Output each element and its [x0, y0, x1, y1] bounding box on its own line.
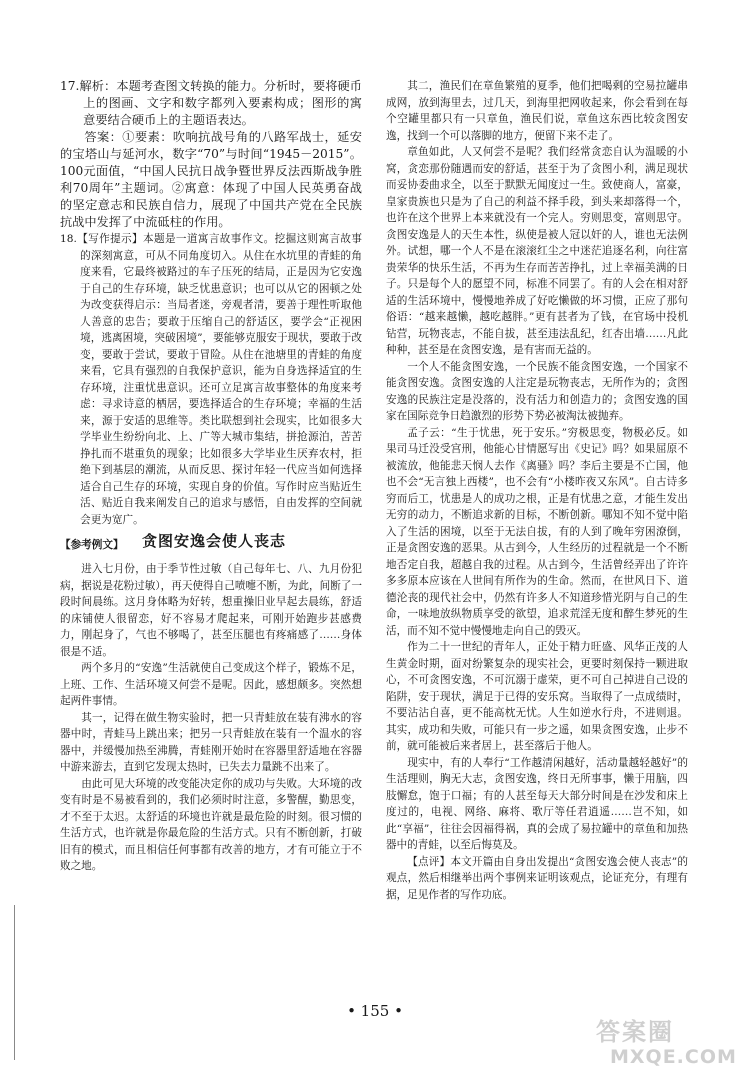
essay-paragraph: 进入七月份，由于季节性过敏（自己每年七、八、九月份犯病，据说是花粉过敏），再天使得自己喷嚏不断，为此，间断了一段时间晨练。这月身体略为好转，想重操旧业早起去晨练，舒适的床铺使人很留恋，好不容易才爬起来，可刚开始跑步甚感费力，刚起身了，气也不够喝了，甚至压腿也有疼痛感了……身体很是不适。	[60, 563, 362, 658]
q17-analysis: 17.解析：本题考查图文转换的能力。分析时，要将硬币上的图画、文字和数字都列入要素构成；图形的寓意要结合硬币上的主题语表达。	[60, 79, 362, 127]
q18-writing-tips: 18.【写作提示】本题是一道寓言故事作文。挖掘这则寓言故事的深刻寓意，可从不同角度切入。从住在水坑里的青蛙的角度来看，它最终被路过的车子压死的结局，正是因为它安逸于自己的生存环境，缺乏忧患意识；也可以从它的困顿之处为改变获得启示：当局者迷，旁观者清，要善于理性听取他人善意的忠告；要敢于压缩自己的舒适区，要学会“正视困境，逃离困境，突破困境”，要能够克服安于现状，要敢于改变，要敢于尝试，要敢于冒险。从住在池塘里的青蛙的角度来看，它具有强烈的自我保护意识，能为自身选择适宜的生存环境，注重忧患意识。还可立足寓言故事整体的角度来考虑：寻求诗意的栖居，要选择适合的生存环境；幸福的生活来，源于安适的思维等。类比联想到社会现实，比如很多大学毕业生纷纷向北、上、广等大城市集结，拼抢源泊，苦苦挣扎而不堪重负的现象；比如很多大学毕业生厌弃农村，拒绝下到基层的潮流，从而反思、探讨年轻一代应当如何选择适合自己生存的环境，实现自身的价值。写作时应当贴近生活、贴近自我来阐发自己的追求与感悟，自由发挥的空间就会更为宽广。	[60, 233, 362, 526]
left-column	[60, 78, 362, 875]
commentary-paragraph: 【点评】本文开篇由自身出发提出“贪图安逸会使人丧志”的观点，然后相继举出两个事例来证明该观点，论证充分，有理有据，足见作者的写作功底。	[386, 855, 688, 901]
essay-paragraph: 作为二十一世纪的青年人，正处于精力旺盛、风华正茂的人生黄金时期，面对纷繁复杂的现实社会，更要时刻保持一颗进取心，不可贪图安逸，不可沉溺于虚荣，更不可自己掉进自己设的陷阱，安于现状，满足于已得的安乐窝。当取得了一点成绩时，不要沾沾自喜，更不能高枕无忧。人生如逆水行舟，不进则退。其实，成功和失败，可能只有一步之遥，如果贪图安逸，止步不前，就可能被后来者居上，甚至落后于他人。	[386, 641, 688, 752]
essay-paragraph: 由此可见大环境的改变能决定你的成功与失败。大环境的改变有时是不易被看到的，我们必须时时注意，多警醒，勤思变，才不至于太迟。太舒适的环境也许就是最危险的时刻。很习惯的生活方式，也许就是你最危险的生活方式。只有不断创新，打破旧有的模式，而且相信任何事都有改善的地方，才有可能立于不败之地。	[60, 777, 362, 872]
essay-paragraph: 其二，渔民们在章鱼繁殖的夏季，他们把喝剩的空易拉罐串成网，放到海里去，过几天，到海里把网收起来，你会看到在每个空罐里都只有一只章鱼，渔民们说，章鱼这东西比较贪图安逸，找到一个可以落脚的地方，便留下来不走了。	[386, 80, 688, 142]
essay-paragraph: 孟子云：“生于忧患，死于安乐。”穷极思变，物极必反。如果司马迁没受宫刑，他能心甘情愿写出《史记》吗？如果屈原不被流放，他能悲天悯人去作《离骚》吗？李后主要是不亡国，他也不会“无言独上西楼”，也不会有“小楼昨夜又东风”。自古诗多穷而后工，忧患是人的成功之根，正是有忧患之意，才能生发出无穷的动力，不断追求新的目标，不断创新。哪知不知不觉中陷入了生活的困境，以至于无法自拔，有的人到了晚年穷困潦倒，正是贪图安逸的恶果。从古到今，人生经历的过程就是一个不断地否定自我，超越自我的过程。从古到今，生活曾经弄出了许许多多原本应该在人世间有所作为的生命。然而，在世风日下、道德沦丧的现代社会中，仍然有许多人不知道珍惜光阴与自己的生命，一味地放纵物质享受的欲望，追求荒淫无度和醉生梦死的生活，而不知不觉中慢慢地走向自己的毁灭。	[386, 426, 688, 637]
essay-paragraph: 其一，记得在做生物实验时，把一只青蛙放在装有沸水的容器中时，青蛙马上跳出来；把另一只青蛙放在装有一个温水的容器中，并缓慢加热至沸腾，青蛙刚开始时在容器里舒适地在容器中游来游去，直到它发现太热时，已失去力量跳不出来了。	[60, 711, 362, 773]
essay-paragraph: 两个多月的“安逸”生活就使自己变成这个样子，锻炼不足，上班、工作、生活环境又何尝不是呢。因此，感想颇多。突然想起两件事情。	[60, 662, 362, 707]
page-number: • 155 •	[347, 1002, 403, 1020]
right-column	[386, 78, 688, 903]
watermark-top-text: 答案圈	[596, 1018, 674, 1046]
watermark-logo	[596, 1010, 746, 1072]
watermark-bottom-text: MXQE.COM	[610, 1046, 737, 1068]
essay-paragraph: 章鱼如此，人又何尝不是呢？我们经常贪恋自认为温暖的小窝，贪恋那份随遇而安的舒适，甚至于为了贪图小利，满足现状而妥协委曲求全，以至于默默无闻度过一生。致使商人，富豪，皇家贵族也只是为了自己的利益不择手段，到头来却落得一个，也许在这个世界上本来就没有一个完人。穷则思变，富则思守。贪图安逸是人的天生本性，纵使是被人冠以奸的人，谁也无法例外。试想，哪一个人不是在滚滚红尘之中迷茫追逐名利，向往富贵荣华的快乐生活，不再为生存而苦苦挣扎，过上幸福美满的日子。只是每个人的愿望不同，标准不同罢了。有的人会在相对舒适的生活环境中，慢慢地养成了好吃懒做的坏习惯，正应了那句俗语：“越来越懒，越吃越胖。”更有甚者为了钱，在官场中投机钻营，玩物丧志，不能自拔，甚至违法乱纪，红杏出墙……凡此种种，甚至是在贪图安逸，是有害而无益的。	[386, 146, 688, 356]
q17-answer: 答案：①要素：吹响抗战号角的八路军战士，延安的宝塔山与延河水，数字“70”与时间“1945－2015”。100元面值，“中国人民抗日战争暨世界反法西斯战争胜利70周年”主题词。②寓意：体现了中国人民英勇奋战的坚定意志和民族自信力，展现了中国共产党在全民族抗战中发挥了中流砥柱的作用。	[60, 130, 362, 229]
essay-paragraph: 现实中，有的人奉行“工作越清闲越好，活动量越轻越好”的生活理则，胸无大志，贪图安逸，终日无所事事，懒于用脑，四肢懈怠，饱于口福；有的人甚至每天大部分时间是在沙发和床上度过的，电视、网络、麻将、歌厅等任君逍遥……岂不知，如此“享福”，往往会因福得祸，真的会成了易拉罐中的章鱼和加热器中的青蛙，以至后悔莫及。	[386, 756, 688, 851]
essay-paragraph: 一个人不能贪图安逸，一个民族不能贪图安逸，一个国家不能贪图安逸。贪图安逸的人注定是玩物丧志，无所作为的；贪图安逸的民族注定是没落的，没有活力和创造力的；贪图安逸的国家在国际竞争日趋激烈的形势下势必被淘汰被抛弃。	[386, 360, 688, 422]
reference-essay-tag: 【参考例文】	[60, 539, 124, 551]
binding-margin-line	[14, 905, 15, 1060]
essay-title: 贪图安逸会使人丧志	[142, 532, 287, 550]
essay-header	[60, 533, 362, 559]
